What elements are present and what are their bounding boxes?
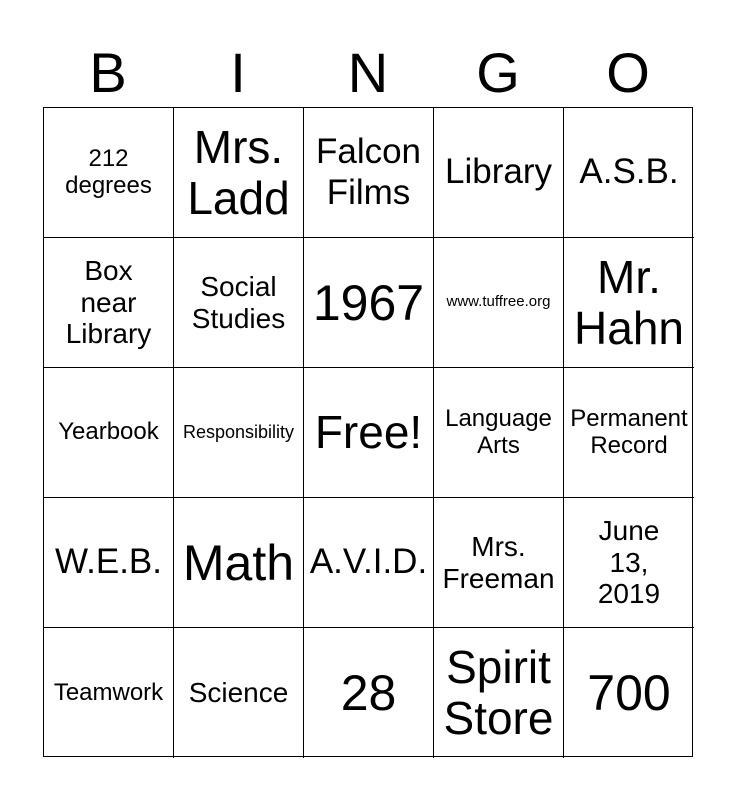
bingo-cell[interactable]: 28	[304, 628, 434, 758]
bingo-cell[interactable]: Falcon Films	[304, 108, 434, 238]
header-letter-n: N	[347, 41, 389, 104]
header-letter-g: G	[476, 41, 520, 104]
bingo-cell[interactable]: Responsibility	[174, 368, 304, 498]
header-letter-b: B	[89, 41, 127, 104]
bingo-cell[interactable]: Language Arts	[434, 368, 564, 498]
bingo-cell[interactable]: 1967	[304, 238, 434, 368]
bingo-cell[interactable]: Box near Library	[44, 238, 174, 368]
bingo-cell[interactable]: Math	[174, 498, 304, 628]
bingo-cell[interactable]: Spirit Store	[434, 628, 564, 758]
bingo-board	[43, 107, 693, 757]
bingo-cell[interactable]: Social Studies	[174, 238, 304, 368]
bingo-cell[interactable]: Mrs. Freeman	[434, 498, 564, 628]
bingo-cell[interactable]: Yearbook	[44, 368, 174, 498]
bingo-cell[interactable]: A.S.B.	[564, 108, 694, 238]
bingo-cell[interactable]: Mrs. Ladd	[174, 108, 304, 238]
bingo-cell[interactable]: Mr. Hahn	[564, 238, 694, 368]
bingo-header	[43, 38, 693, 108]
bingo-cell[interactable]: Science	[174, 628, 304, 758]
bingo-cell[interactable]: Free!	[304, 368, 434, 498]
bingo-cell[interactable]: A.V.I.D.	[304, 498, 434, 628]
bingo-cell[interactable]: W.E.B.	[44, 498, 174, 628]
header-letter-i: I	[230, 41, 246, 104]
header-letter-o: O	[606, 41, 650, 104]
bingo-cell[interactable]: June 13, 2019	[564, 498, 694, 628]
bingo-cell[interactable]: www.tuffree.org	[434, 238, 564, 368]
bingo-cell[interactable]: Permanent Record	[564, 368, 694, 498]
bingo-cell[interactable]: Teamwork	[44, 628, 174, 758]
bingo-cell[interactable]: Library	[434, 108, 564, 238]
bingo-cell[interactable]: 212 degrees	[44, 108, 174, 238]
bingo-cell[interactable]: 700	[587, 665, 671, 721]
